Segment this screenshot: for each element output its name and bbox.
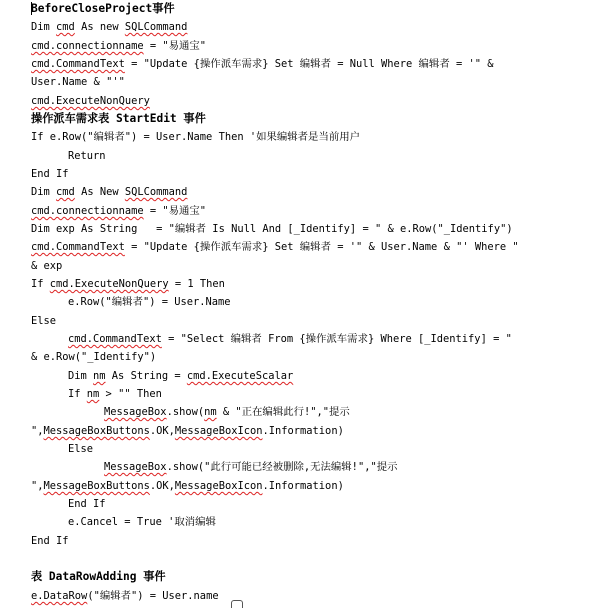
code-text: .Information) [262,480,344,492]
code-line [31,422,344,440]
code-line [31,275,225,293]
code-line [31,183,187,201]
code-text: e.Row("编辑者") = User.Name [68,296,231,308]
code-line [31,348,156,366]
code-text: MessageBoxIcon [174,425,263,437]
code-text: cmd.CommandText [68,333,162,345]
code-text: .Information) [262,425,344,437]
code-line [31,587,219,605]
code-line [31,55,494,73]
code-line [31,257,62,275]
code-text: cmd [56,21,75,33]
heading-startedit [31,110,206,128]
code-text: e.DataRow [31,590,88,602]
heading-datarowadding [31,568,166,586]
code-line [68,330,512,348]
code-line [104,458,398,476]
code-text: .show( [166,406,205,418]
code-line [68,440,93,458]
code-text: MessageBox [104,406,167,418]
code-text: cmd.connectionname [31,40,144,52]
code-text: Dim [31,186,57,198]
code-text: e.Cancel = True '取消编辑 [68,516,216,528]
code-text: If [68,388,87,400]
code-text: BeforeCloseProject事件 [31,2,175,15]
code-line [31,532,69,550]
code-text: Dim exp As String = "编辑者 Is Null And [_Identify] = " & e.Row("_Identify") [31,223,513,235]
code-text: If [31,278,50,290]
code-text: End If [31,535,69,547]
code-text: MessageBox [104,461,167,473]
code-text: ", [31,425,44,437]
code-text: SQLCommand [124,21,188,33]
code-line [31,165,69,183]
code-text: As New [74,186,125,198]
code-text: = "易通宝" [143,205,207,217]
code-text: & "正在编辑此行!","提示 [216,406,350,418]
code-text: 表 DataRowAdding 事件 [31,570,166,583]
code-text: cmd.ExecuteScalar [186,370,294,382]
code-line [31,220,513,238]
code-text: MessageBoxButtons [43,480,150,492]
code-text: As new [74,21,125,33]
code-line [31,18,187,36]
code-line [31,92,150,110]
code-line [31,37,206,55]
code-text: cmd.CommandText [31,58,125,70]
code-text: MessageBoxIcon [174,480,263,492]
code-text: MessageBoxButtons [43,425,150,437]
code-text: cmd.ExecuteNonQuery [31,95,150,107]
code-text: ("编辑者") = User.name [87,590,219,602]
code-text: Dim [68,370,94,382]
code-text: If e.Row("编辑者") = User.Name Then '如果编辑者是当前用户 [31,131,361,143]
code-text: > "" Then [99,388,162,400]
code-text: = 1 Then [168,278,225,290]
code-text: cmd.CommandText [31,241,125,253]
code-text: 操作派车需求表 StartEdit 事件 [31,112,206,125]
code-text: Dim [31,21,57,33]
code-text: & exp [31,260,63,272]
code-text: .show("此行可能已经被删除,无法编辑!","提示 [166,461,398,473]
code-line [68,367,293,385]
code-text: cmd [56,186,75,198]
code-text: = "Select 编辑者 From {操作派车需求} Where [_Identify] = " [161,333,512,345]
code-text: As String = [105,370,187,382]
code-line [31,202,206,220]
code-line [68,513,216,531]
code-line [31,238,519,256]
code-text: ", [31,480,44,492]
code-line [68,147,106,165]
code-text: = "易通宝" [143,40,207,52]
code-line [31,477,344,495]
code-line [31,128,360,146]
code-line [31,312,56,330]
code-text: Return [68,150,106,162]
code-text: Else [68,443,94,455]
code-text: = "Update {操作派车需求} Set 编辑者 = Null Where 编辑者 = '" & [124,58,494,70]
code-text: User.Name & "'" [31,76,125,88]
code-text: = "Update {操作派车需求} Set 编辑者 = '" & User.Name & "' Where " [124,241,519,253]
code-text: nm [93,370,106,382]
code-text: End If [31,168,69,180]
code-text: cmd.ExecuteNonQuery [49,278,169,290]
code-text: SQLCommand [124,186,188,198]
code-text: Else [31,315,57,327]
code-text: .OK, [149,480,175,492]
code-line [104,403,350,421]
code-text: nm [86,388,100,400]
heading-beforecloseproject [31,0,175,18]
code-line [68,495,106,513]
code-line [68,293,231,311]
code-text: End If [68,498,106,510]
code-text: & e.Row("_Identify") [31,351,157,363]
code-line [31,73,125,91]
paste-options-icon[interactable] [231,600,243,608]
code-text: .OK, [149,425,175,437]
code-line [68,385,162,403]
code-text: cmd.connectionname [31,205,144,217]
code-text: nm [204,406,217,418]
